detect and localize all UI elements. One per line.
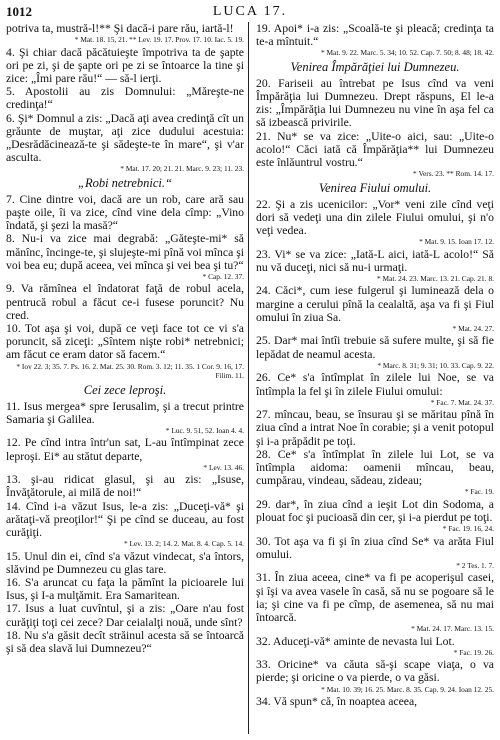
verse-paragraph: 17. Isus a luat cuvîntul, şi a zis: „Oare n'au fost curăţiţi toţi cei zece? Dar ceialalţi nouă, unde sînt? [6, 602, 244, 629]
verse-paragraph: 22. Şi a zis ucenicilor: „Vor* veni zile cînd veţi dori să vedeţi una din zilele Fiului omului, şi n'o veţi vedea. [256, 197, 494, 238]
right-column [256, 22, 494, 738]
verse-paragraph: 13. şi-au ridicat glasul, şi au zis: „Isuse, Învăţătorule, ai milă de noi!“ [6, 473, 244, 500]
cross-reference: * Lev. 13. 46. [203, 462, 244, 472]
section-title: Cei zece leproşi. [83, 382, 167, 397]
verse-paragraph: 5. Apostolii au zis Domnului: „Măreşte-ne credinţa!“ [6, 85, 244, 112]
verse-paragraph: 24. Căci*, cum iese fulgerul şi luminează dela o margine a cerului pînă la cealaltă, aşa va fi şi Fiul omului în ziua Sa. [256, 284, 494, 324]
verse-paragraph: 20. Fariseii au întrebat pe Isus cînd va veni Împărăţia lui Dumnezeu. Drept răspuns, El le-a zis: „Împărăţia lui Dumnezeu nu vine în aşa fel ca să izbească privirile. [256, 76, 494, 130]
verse-paragraph: 19. Apoi* i-a zis: „Scoală-te şi pleacă; credinţa ta te-a mîntuit.“ [256, 22, 494, 49]
cross-reference: * Fac. 19. 16, 24. [442, 524, 494, 534]
verse-paragraph: 10. Tot aşa şi voi, după ce veţi face tot ce vi s'a poruncit, să ziceţi: „Sîntem nişte robi* netrebnici; am făcut ce eram dator să facem.“ [6, 322, 244, 362]
verse-paragraph: 25. Dar* mai întîi trebuie să sufere multe, şi să fie lepădat de neamul acesta. [256, 334, 494, 361]
verse-paragraph: 31. În ziua aceea, cine* va fi pe acoperişul casei, şi îşi va avea vasele în casă, să nu se pogoare să le ia; şi cine va fi pe cîmp, de asemenea, să nu mai întoarcă. [256, 571, 494, 624]
verse-paragraph: 8. Nu-i va zice mai degrabă: „Găteşte-mi* să mănînc, încinge-te, şi slujeşte-mi pînă voi mînca şi voi bea eu; după aceea, vei mînca şi vei bea şi tu?“ [6, 232, 244, 272]
verse-paragraph: 29. dar*, în ziua cînd a ieşit Lot din Sodoma, a plouat foc şi pucioasă din cer, şi i-a pierdut pe toţi. [256, 497, 494, 524]
cross-reference: * Vers. 23. ** Rom. 14. 17. [413, 169, 494, 179]
verse-paragraph: 9. Va rămînea el îndatorat faţă de robul acela, pentrucă robul a făcut ce-i fusese poruncit? Nu cred. [6, 282, 244, 322]
verse-paragraph: 12. Pe cînd intra într'un sat, L-au întîmpinat zece leproşi. Ei* au stătut departe, [6, 436, 244, 463]
left-column [6, 22, 244, 738]
cross-reference: * Mat. 24. 17. Marc. 13. 15. [411, 624, 494, 634]
page-header [0, 4, 500, 22]
verse-paragraph: 21. Nu* se va zice: „Uite-o aici, sau: „Uite-o acolo!“ Căci iată că Împărăţia** lui Dumnezeu este înlăuntrul vostru.“ [256, 129, 494, 170]
cross-reference: * Iov 22. 3; 35. 7. Ps. 16. 2. Mat. 25. 30. Rom. 3. 12; 11. 35. 1 Cor. 9. 16, 17. Filim. 11. [16, 361, 244, 381]
cross-reference: * Mat. 9. 22. Marc. 5. 34; 10. 52. Cap. 7. 50; 8. 48; 18. 42. [320, 48, 494, 58]
verse-paragraph: 32. Aduceţi-vă* aminte de nevasta lui Lot. [256, 634, 455, 648]
section-title: Venirea Împărăţiei lui Dumnezeu. [290, 59, 460, 74]
verse-paragraph: 34. Vă spun* că, în noaptea aceea, [256, 695, 418, 708]
cross-reference: * Mat. 17. 20; 21. 21. Marc. 9. 23; 11. 23. [120, 164, 244, 174]
section-title: „Robi netrebnici.“ [78, 175, 172, 190]
cross-reference: * Fac. 19. [464, 487, 494, 497]
cross-reference: * Mat. 9. 15. Ioan 17. 12. [419, 237, 494, 247]
page-number: 1012 [6, 4, 32, 19]
book-chapter-title: LUCA 17. [212, 4, 288, 19]
verse-paragraph: 30. Tot aşa va fi şi în ziua cînd Se* va arăta Fiul omului. [256, 534, 494, 561]
verse-paragraph: 15. Unul din ei, cînd s'a văzut vindecat, s'a întors, slăvind pe Dumnezeu cu glas tare. [6, 549, 244, 576]
verse-paragraph: 14. Cînd i-a văzut Isus, le-a zis: „Duceţi-vă* şi arătaţi-vă preoţilor!“ Şi pe cînd se duceau, au fost curăţiţi. [6, 499, 244, 539]
cross-reference: * 2 Tes. 1. 7. [456, 560, 494, 570]
cross-reference: * Marc. 8. 31; 9. 31; 10. 33. Cap. 9. 22. [377, 360, 494, 370]
verse-paragraph: 18. Nu s'a găsit decît străinul acesta să se întoarcă şi să dea slavă lui Dumnezeu?“ [6, 628, 244, 655]
verse-paragraph: 27. mîncau, beau, se însurau şi se măritau pînă în ziua cînd a intrat Noe în corabie; şi a venit potopul şi i-a prăpădit pe toţi. [256, 408, 494, 448]
cross-reference: * Mat. 24. 27. [452, 324, 494, 334]
cross-reference: * Mat. 10. 39; 16. 25. Marc. 8. 35. Cap. 9. 24. Ioan 12. 25. [321, 684, 494, 694]
column-divider [248, 22, 249, 734]
verse-paragraph: 16. S'a aruncat cu faţa la pămînt la picioarele lui Isus, şi I-a mulţămit. Era Samaritean. [6, 575, 244, 603]
section-title: Venirea Fiului omului. [318, 180, 432, 195]
cross-reference: * Mat. 18. 15, 21. ** Lev. 19. 17. Prov. 17. 10. Iac. 5. 19. [74, 35, 244, 45]
verse-paragraph: 6. Şi* Domnul a zis: „Dacă aţi avea credinţă cît un grăunte de muştar, aţi zice dudului acestuia: „Desrădăcinează-te şi sădeşte-te în mare“, şi v'ar asculta. [6, 111, 244, 165]
verse-paragraph: 28. Ce* s'a întîmplat în zilele lui Lot, se va întîmpla aidoma: oamenii mîncau, beau, cumpărau, vindeau, sădeau, zideau; [256, 447, 494, 488]
cross-reference: * Lev. 13. 2; 14. 2. Mat. 8. 4. Cap. 5. 14. [123, 539, 244, 549]
cross-reference: * Fac. 19. 26. [453, 647, 494, 657]
verse-paragraph: 23. Vi* se va zice: „Iată-L aici, iată-L acolo!“ Să nu vă duceţi, nici să nu-i urmaţi. [256, 247, 494, 274]
verse-paragraph: 26. Ce* s'a întîmplat în zilele lui Noe, se va întîmpla la fel şi în zilele Fiului omului: [256, 371, 494, 398]
verse-paragraph: potriva ta, mustră-l!** Şi dacă-i pare rău, iartă-l! [6, 22, 234, 35]
cross-reference: * Mat. 24. 23. Marc. 13. 21. Cap. 21. 8. [376, 274, 494, 284]
verse-paragraph: 11. Isus mergea* spre Ierusalim, şi a trecut printre Samaria şi Galilea. [6, 399, 244, 426]
cross-reference: * Fac. 7. Mat. 24. 37. [430, 397, 494, 407]
verse-paragraph: 4. Şi chiar dacă păcătuieşte împotriva ta de şapte ori pe zi, şi de şapte ori pe zi se întoarce la tine şi zice: „Îmi pare rău!“ — să-l ierţi. [6, 45, 244, 86]
cross-reference: * Luc. 9. 51, 52. Ioan 4. 4. [165, 425, 244, 435]
verse-paragraph: 7. Cine dintre voi, dacă are un rob, care ară sau paşte oile, îi va zice, cînd vine dela cîmp: „Vino îndată, şi şezi la masă?“ [6, 192, 244, 233]
verse-paragraph: 33. Oricine* va căuta să-şi scape viaţa, o va pierde; şi oricine o va pierde, o va găsi. [256, 658, 494, 685]
cross-reference: * Cap. 12. 37. [202, 272, 244, 282]
